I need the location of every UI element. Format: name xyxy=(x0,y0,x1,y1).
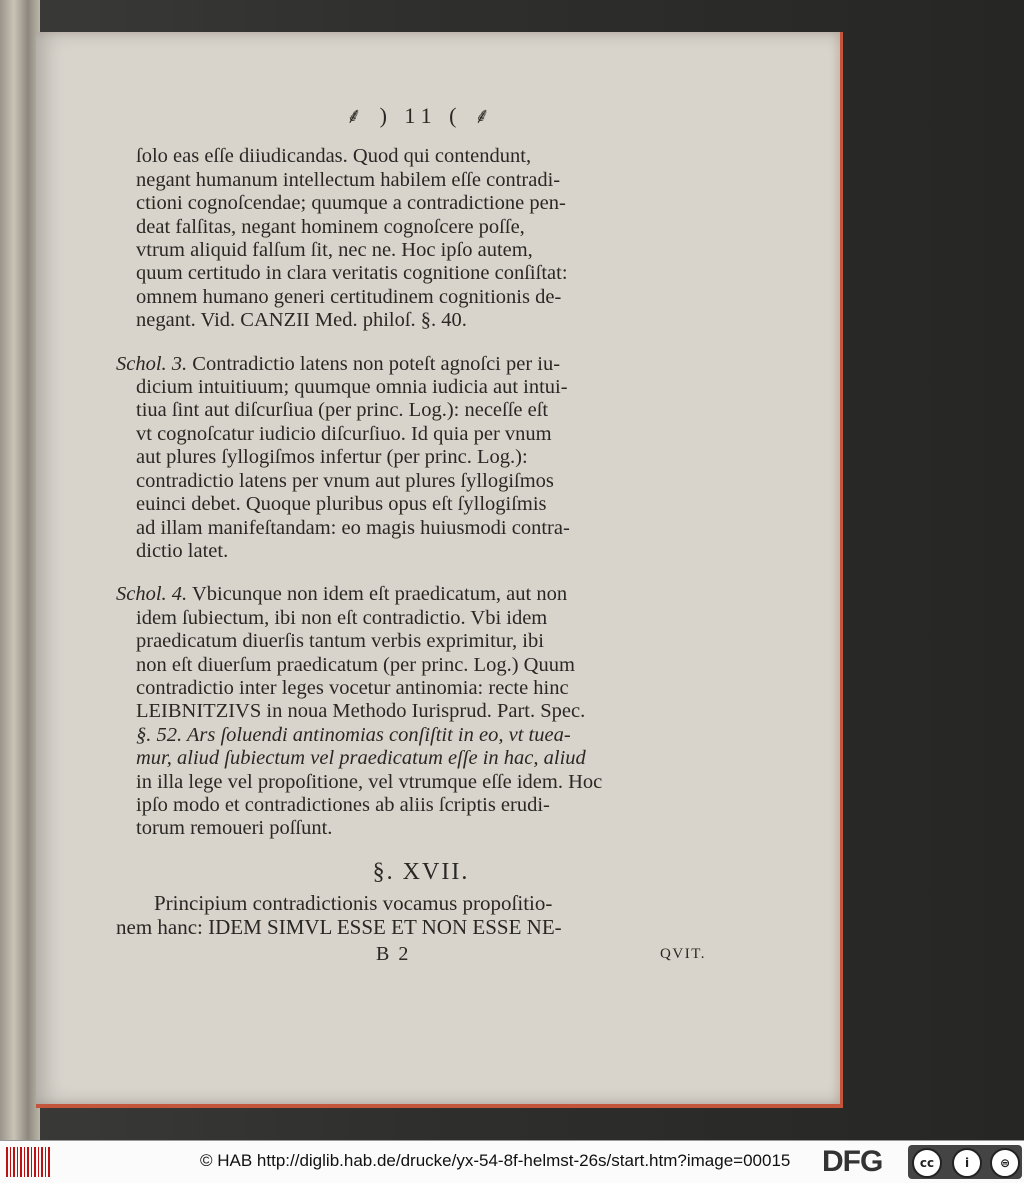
source-url[interactable]: © HAB http://diglib.hab.de/drucke/yx-54-8f-helmst-26s/start.htm?image=00015 xyxy=(200,1151,791,1170)
text-line: ctioni cognoſcendae; quumque a contradictione pen- xyxy=(136,192,566,215)
text-line: quum certitudo in clara veritatis cognitione conſiſtat: xyxy=(136,262,568,285)
catchword: QVIT. xyxy=(660,946,706,962)
text-line: vtrum aliquid falſum ſit, nec ne. Hoc ipſo autem, xyxy=(136,239,533,262)
book-page xyxy=(36,32,843,1108)
text-line: negant. Vid. CANZII Med. philoſ. §. 40. xyxy=(136,309,467,332)
text-line: contradictio latens per vnum aut plures ſyllogiſmos xyxy=(136,469,554,492)
text-line: dictio latet. xyxy=(136,539,229,562)
text-line: idem ſubiectum, ibi non eſt contradictio. Vbi idem xyxy=(136,606,548,629)
cc-icon: cc xyxy=(912,1148,942,1178)
text-line: vt cognoſcatur iudicio diſcurſiuo. Id quia per vnum xyxy=(136,422,552,445)
sa-icon: ⊜ xyxy=(990,1148,1020,1178)
text-line: aut plures ſyllogiſmos infertur (per princ. Log.): xyxy=(136,446,528,469)
text-line xyxy=(116,583,706,606)
text-line: torum remoueri poſſunt. xyxy=(136,817,333,840)
text-line: in illa lege vel propoſitione, vel vtrumque eſſe idem. Hoc xyxy=(136,770,603,793)
text-line: dicium intuitiuum; quumque omnia iudicia aut intui- xyxy=(136,376,568,399)
text-line: non eſt diuerſum praedicatum (per princ. Log.) Quum xyxy=(136,653,575,676)
text-span: Vbicunque non idem eſt praedicatum, aut non xyxy=(191,583,568,606)
text-line: praedicatum diuerſis tantum verbis exprimitur, ibi xyxy=(136,630,544,653)
page-text xyxy=(116,103,706,966)
text-line xyxy=(116,353,706,376)
text-line: ſolo eas eſſe diiudicandas. Quod qui contendunt, xyxy=(136,145,532,168)
scholium-3 xyxy=(116,353,706,564)
by-icon: i xyxy=(952,1148,982,1178)
text-line: omnem humano generi certitudinem cognitionis de- xyxy=(136,285,562,308)
text-line: ad illam manifeſtandam: eo magis huiusmodi contra- xyxy=(136,516,570,539)
scholium-label: Schol. 3. xyxy=(116,352,188,375)
signature-mark: B 2 xyxy=(376,943,411,965)
text-line: tiua ſint aut diſcurſiua (per princ. Log.): neceſſe eſt xyxy=(136,399,549,422)
text-line: ipſo modo et contradictiones ab aliis ſcriptis erudi- xyxy=(136,793,550,816)
section-title: §. XVII. xyxy=(372,858,470,885)
text-line: Principium contradictionis vocamus propoſitio- xyxy=(154,891,553,916)
scholium-label: Schol. 4. xyxy=(116,583,188,606)
text-span: Contradictio latens non poteſt agnoſci per iu- xyxy=(192,352,561,375)
paragraph-1 xyxy=(136,145,706,332)
text-line: contradictio inter leges vocetur antinomia: recte hinc xyxy=(136,676,569,699)
dfg-logo[interactable]: DFG xyxy=(822,1145,883,1178)
text-line: LEIBNITZIVS in noua Methodo Iurisprud. Part. Spec. xyxy=(136,700,586,723)
text-line: nem hanc: IDEM SIMVL ESSE ET NON ESSE NE- xyxy=(116,914,562,939)
page-header: ⸙ ) 11 ( ⸙ xyxy=(345,103,497,128)
text-line: §. 52. Ars ſoluendi antinomias conſiſtit in eo, vt tuea- xyxy=(136,723,571,746)
hab-logo-icon[interactable] xyxy=(6,1147,50,1177)
text-line: euinci debet. Quoque pluribus opus eſt ſyllogiſmis xyxy=(136,493,547,516)
text-line: mur, aliud ſubiectum vel praedicatum eſſe in hac, aliud xyxy=(136,747,586,770)
viewer-footer-bar xyxy=(0,1140,1024,1183)
page-footer xyxy=(136,943,706,966)
text-line: negant humanum intellectum habilem eſſe contradi- xyxy=(136,168,561,191)
license-badge[interactable] xyxy=(908,1145,1022,1179)
adjacent-page-edge xyxy=(0,0,40,1140)
scholium-4 xyxy=(116,583,706,840)
text-line: deat falſitas, negant hominem cognoſcere poſſe, xyxy=(136,215,525,238)
